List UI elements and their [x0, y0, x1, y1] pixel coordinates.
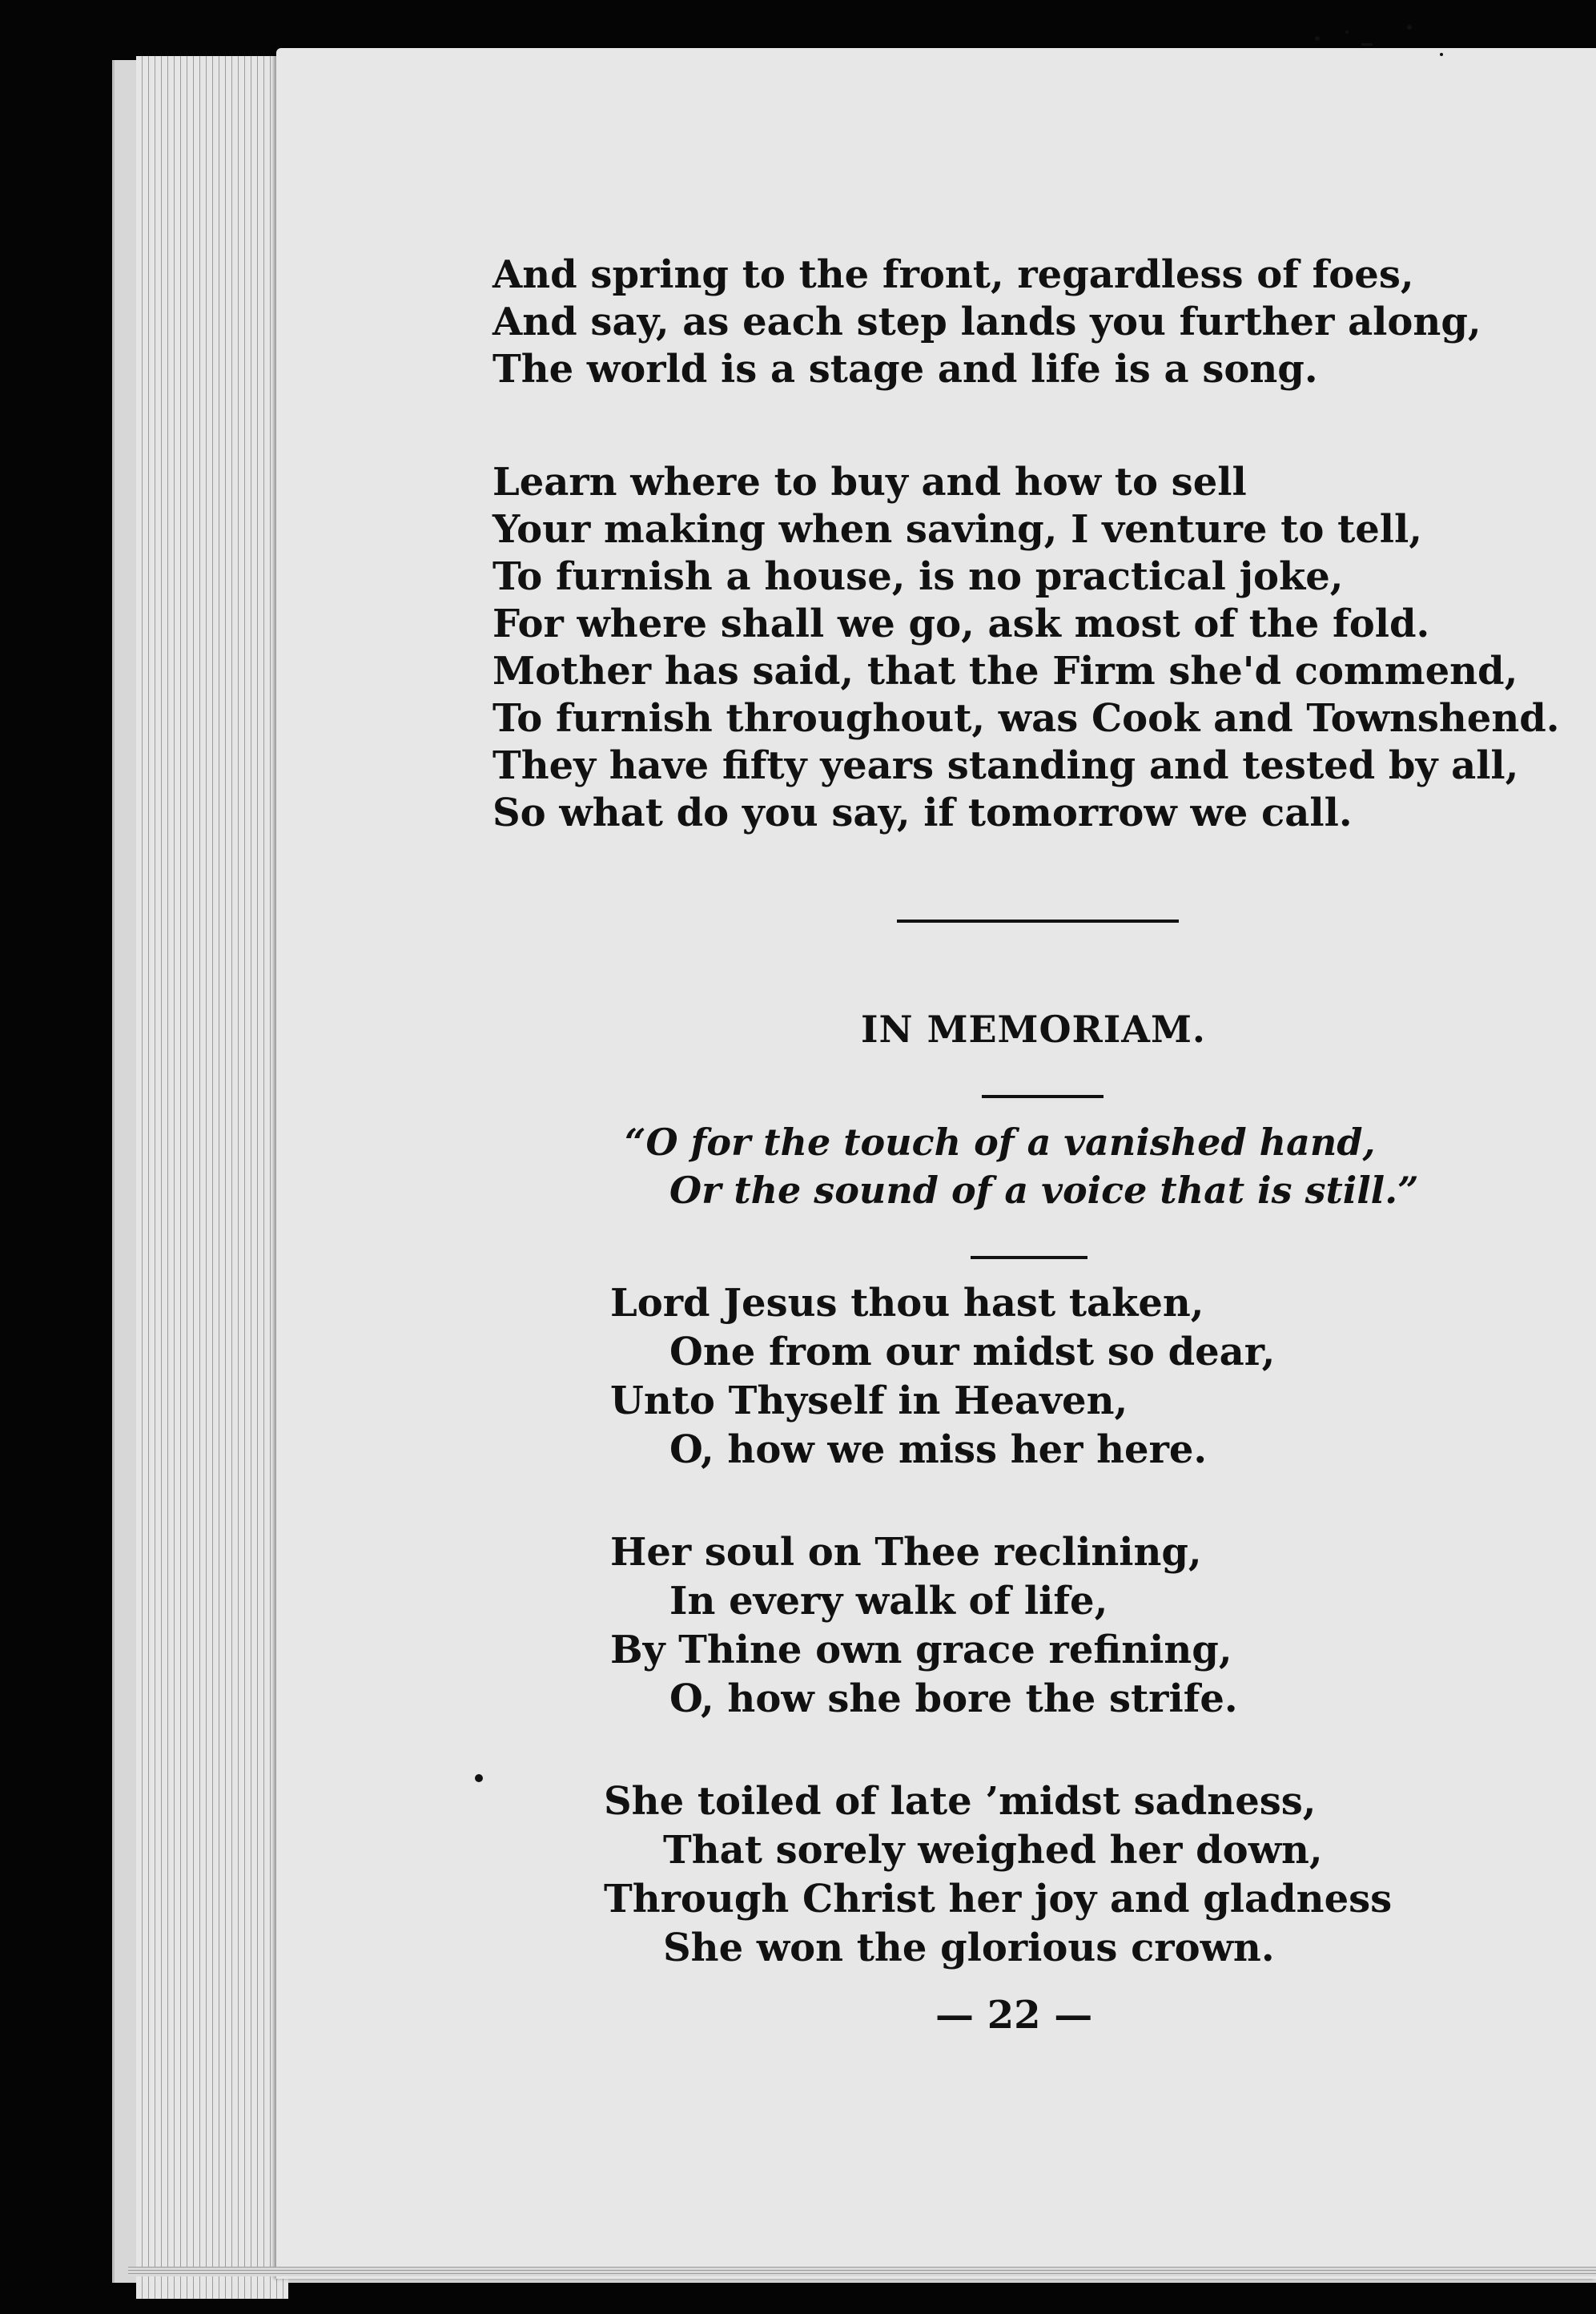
- epigraph-line: “O for the touch of a vanished hand,: [625, 1121, 1376, 1164]
- verse-line: O, how she bore the strife.: [669, 1676, 1238, 1721]
- section-heading: IN MEMORIAM.: [861, 1008, 1206, 1051]
- epigraph-quote: [625, 1118, 1419, 1214]
- poem-line: Your making when saving, I venture to tell,: [492, 507, 1422, 552]
- poem-line: And say, as each step lands you further along,: [492, 300, 1481, 344]
- poem-line: Mother has said, that the Firm she'd commend,: [492, 649, 1518, 694]
- poem-line: To furnish throughout, was Cook and Townshend.: [492, 696, 1560, 741]
- poem-line: So what do you say, if tomorrow we call.: [492, 791, 1353, 835]
- verse-line: In every walk of life,: [669, 1579, 1108, 1624]
- heading-rule: [982, 1095, 1104, 1098]
- section-divider: [897, 920, 1179, 923]
- scan-specks: [1297, 16, 1473, 72]
- verse-line: That sorely weighed her down,: [663, 1828, 1323, 1873]
- verse-line: She toiled of late ’midst sadness,: [604, 1779, 1317, 1824]
- verse-line: Lord Jesus thou hast taken,: [610, 1281, 1204, 1326]
- memoriam-verse-3: [604, 1777, 1392, 1973]
- poem-line: To furnish a house, is no practical joke,: [492, 554, 1344, 599]
- verse-line: Through Christ her joy and gladness: [604, 1877, 1393, 1922]
- page-number: — 22 —: [935, 1993, 1093, 2038]
- memoriam-verse-1: [610, 1279, 1275, 1475]
- poem-line: For where shall we go, ask most of the fold.: [492, 602, 1430, 646]
- verse-line: By Thine own grace refining,: [610, 1628, 1232, 1672]
- poem-stanza-1: [492, 252, 1481, 393]
- page-edges: [136, 56, 288, 2299]
- poem-line: The world is a stage and life is a song.: [492, 347, 1318, 392]
- epigraph-rule: [971, 1256, 1087, 1259]
- poem-stanza-2: [492, 459, 1560, 837]
- epigraph-line: Or the sound of a voice that is still.”: [669, 1169, 1419, 1212]
- verse-line: One from our midst so dear,: [669, 1330, 1276, 1374]
- verse-line: Her soul on Thee reclining,: [610, 1530, 1202, 1575]
- poem-line: Learn where to buy and how to sell: [492, 460, 1247, 505]
- page-bottom-edge: [128, 2267, 1596, 2276]
- verse-line: O, how we miss her here.: [669, 1427, 1208, 1472]
- stray-dot: [475, 1774, 483, 1782]
- poem-line: And spring to the front, regardless of foes,: [492, 252, 1414, 297]
- verse-line: She won the glorious crown.: [663, 1926, 1275, 1970]
- memoriam-verse-2: [610, 1528, 1238, 1724]
- poem-line: They have fifty years standing and tested by all,: [492, 743, 1519, 788]
- verse-line: Unto Thyself in Heaven,: [610, 1378, 1128, 1423]
